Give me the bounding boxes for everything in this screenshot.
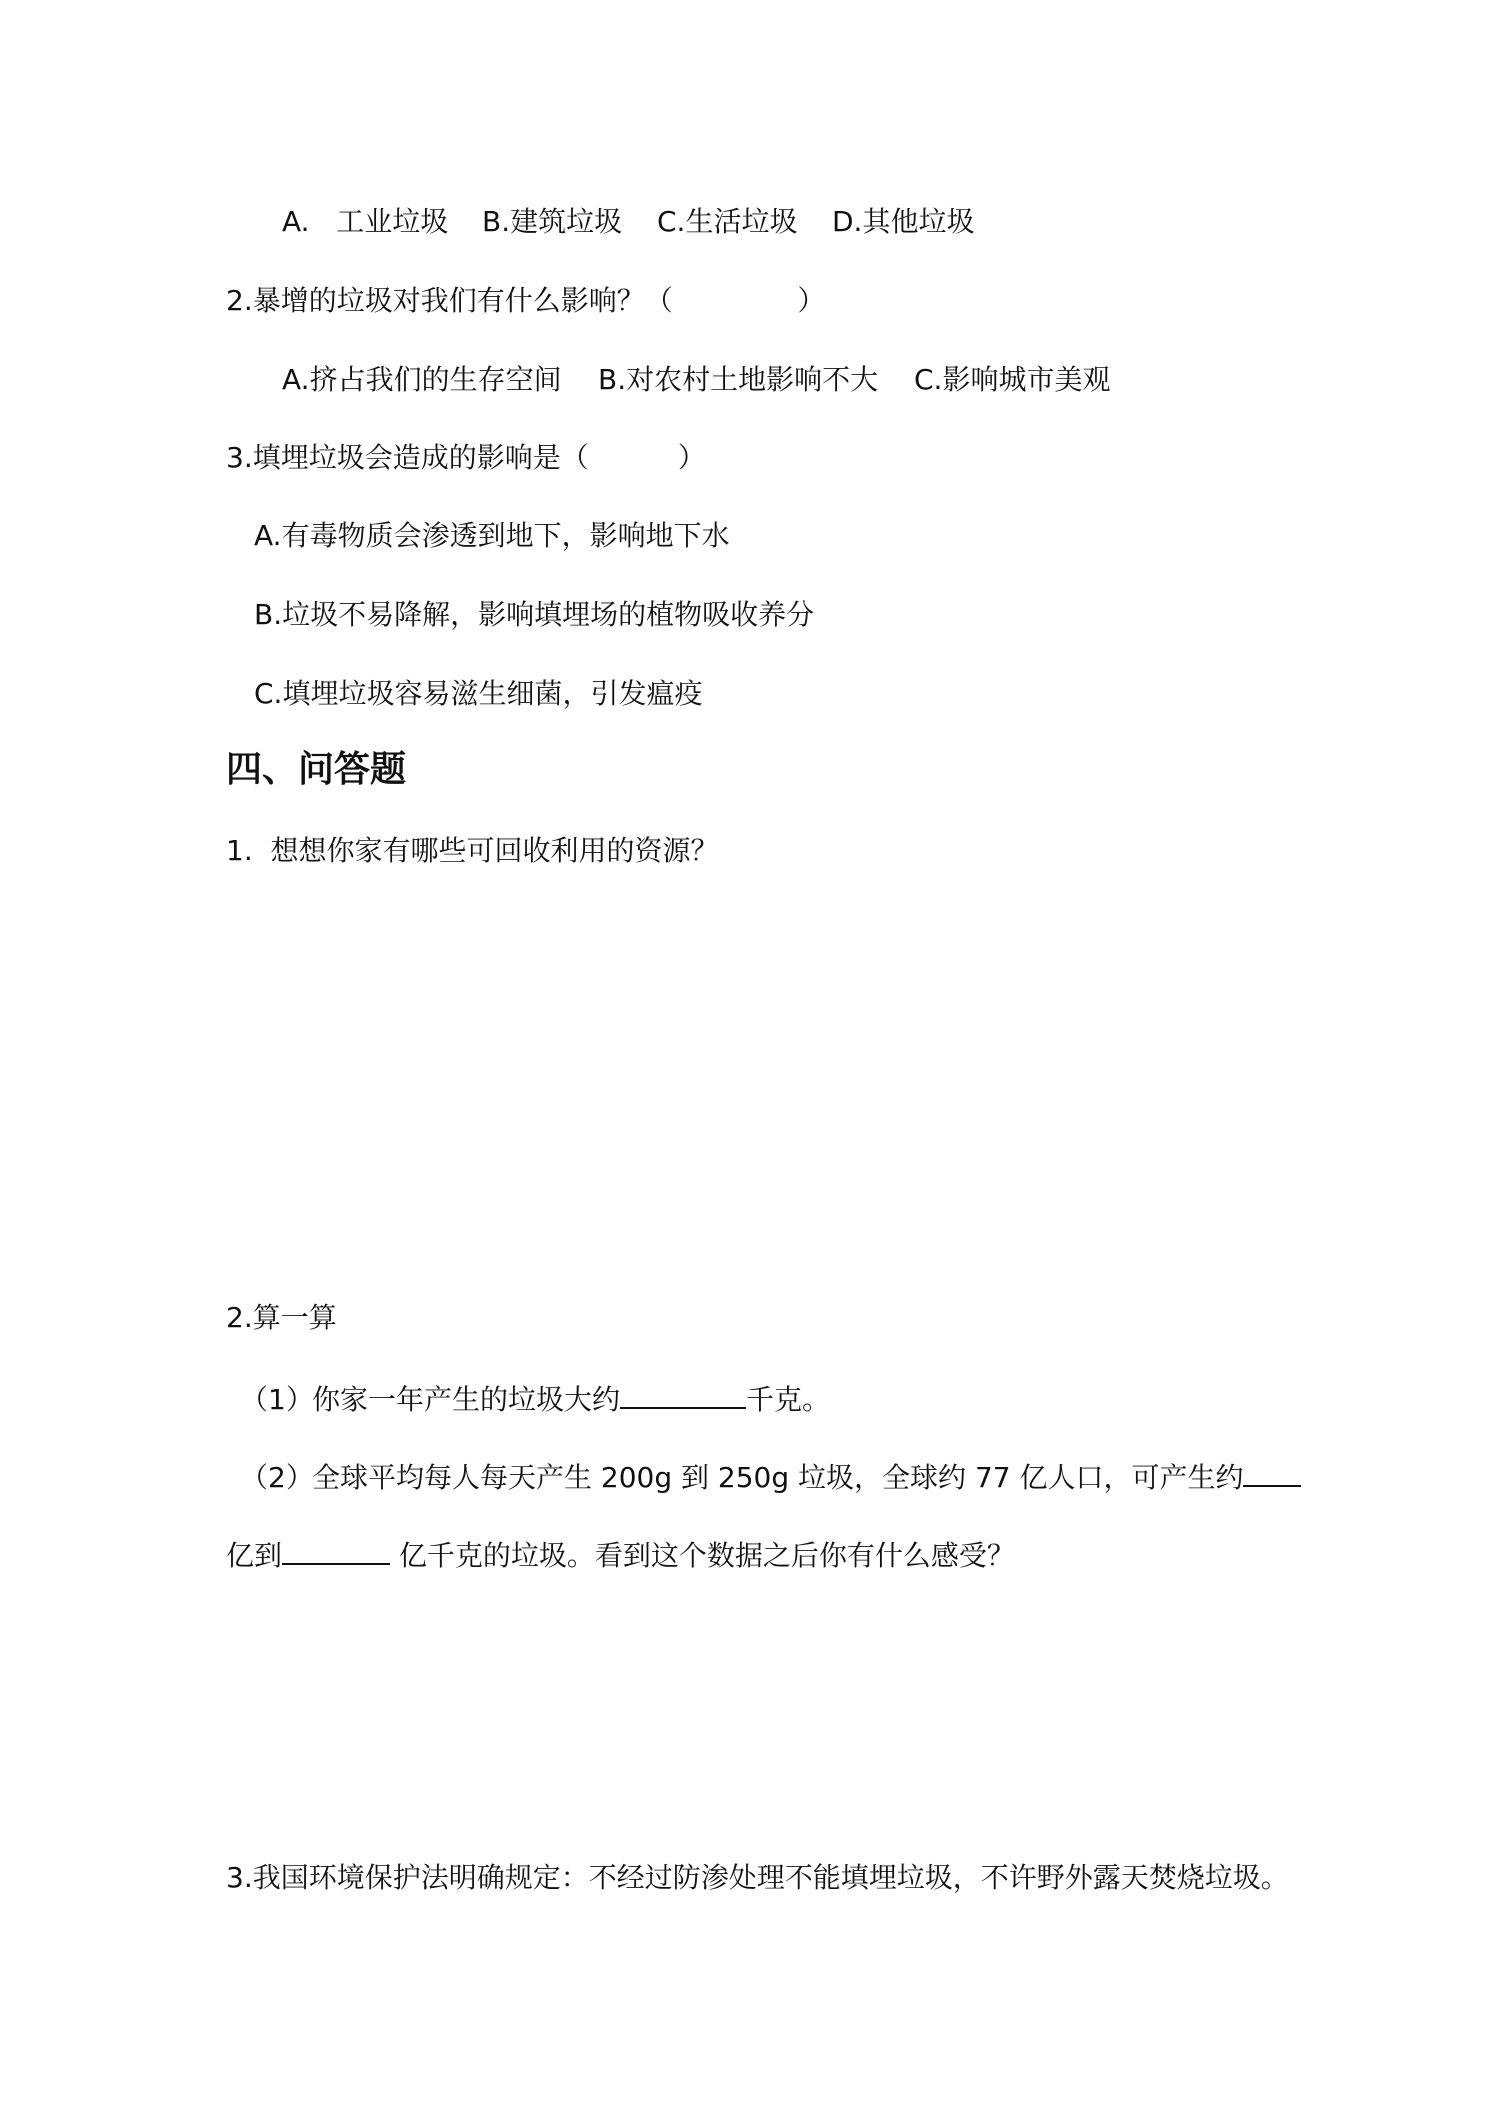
s4-q2-1-unit: 千克。 [746,1383,831,1416]
q2-option-c: C.影响城市美观 [914,363,1111,396]
s4-q2-2-number: （2） [240,1461,314,1494]
s4-q2-1 [240,1377,830,1420]
q2-options [282,360,1110,400]
s4-q2-2-cont-prefix: 亿到 [226,1539,283,1572]
q3-option-a: A.有毒物质会渗透到地下，影响地下水 [254,519,730,552]
s4-q2-2-blank-2[interactable] [282,1533,390,1565]
s4-q2-1-blank[interactable] [620,1377,746,1409]
q2-option-b: B.对农村土地影响不大 [598,363,879,396]
s4-q2-1-text: 你家一年产生的垃圾大约 [312,1383,621,1416]
q1-option-a: A. 工业垃圾 [282,205,449,238]
q3-stem: 3.填埋垃圾会造成的影响是（ ） [226,441,706,474]
section-heading: 四、问答题 [226,749,407,790]
s4-q2-2-blank-1[interactable] [1243,1455,1301,1487]
s4-q2-title: 2.算一算 [226,1301,337,1334]
s4-q2-1-number: （1） [240,1383,314,1416]
s4-q1: 1. 想想你家有哪些可回收利用的资源？ [226,834,719,867]
q2-option-a: A.挤占我们的生存空间 [282,363,562,396]
s4-q2-2-text: 全球平均每人每天产生 200g 到 250g 垃圾，全球约 77 亿人口，可产生约 [312,1461,1244,1494]
q1-option-b: B.建筑垃圾 [482,205,623,238]
q1-options [282,202,974,242]
q3-option-b: B.垃圾不易降解，影响填埋场的植物吸收养分 [254,598,815,631]
s4-q3: 3.我国环境保护法明确规定：不经过防渗处理不能填埋垃圾，不许野外露天焚烧垃圾。 [226,1861,1289,1894]
q1-option-c: C.生活垃圾 [657,205,798,238]
q1-option-d: D.其他垃圾 [832,205,975,238]
s4-q2-2-cont [226,1533,1015,1576]
s4-q2-2 [240,1455,1301,1498]
q2-stem: 2.暴增的垃圾对我们有什么影响？（ ） [226,284,826,317]
s4-q2-2-cont-suffix: 亿千克的垃圾。看到这个数据之后你有什么感受？ [390,1539,1015,1572]
q3-option-c: C.填埋垃圾容易滋生细菌，引发瘟疫 [254,677,703,710]
